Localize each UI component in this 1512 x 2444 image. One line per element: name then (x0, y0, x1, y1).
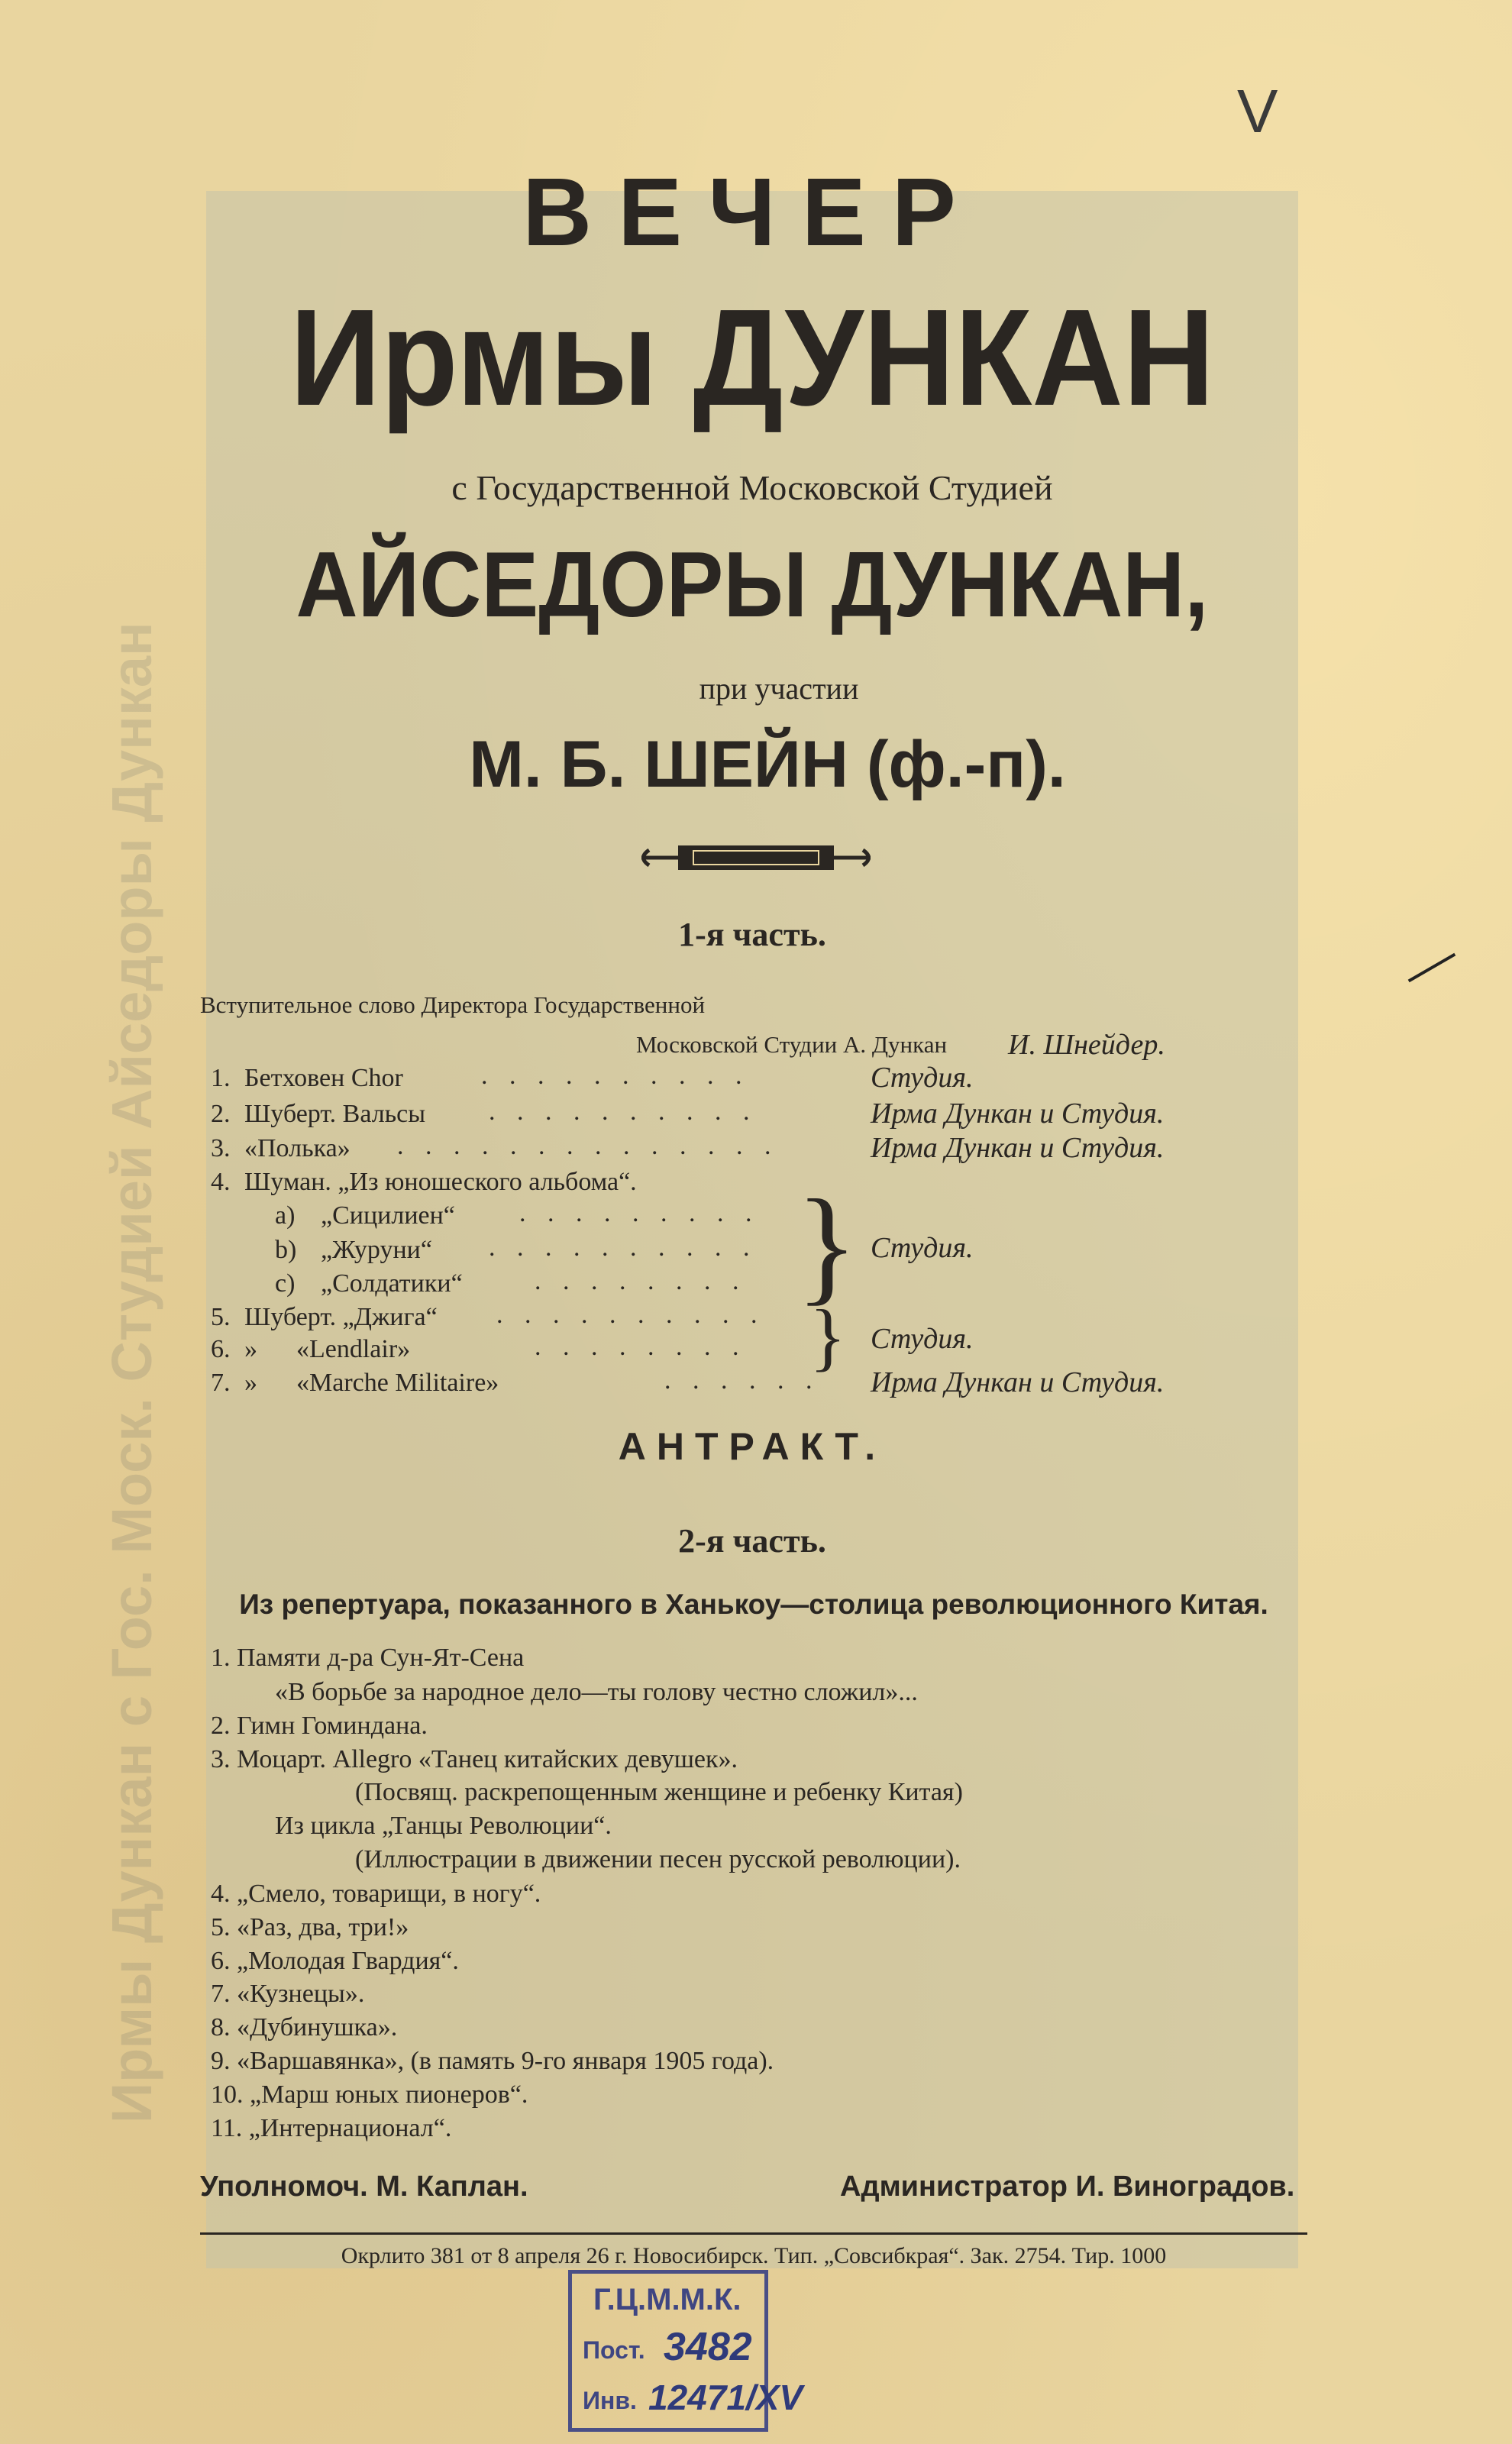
title-isadora-duncan: АЙСЕДОРЫ ДУНКАН, (296, 532, 1209, 636)
leader-dots: . . . . . . . . (535, 1267, 747, 1295)
stamp-title: Г.Ц.М.М.К. (593, 2283, 741, 2316)
leader-dots: . . . . . . . . . (519, 1199, 760, 1227)
leader-dots: . . . . . . . . (535, 1333, 747, 1361)
stamp-post-label: Пост. (583, 2336, 645, 2364)
p1-subitem-work: „Солдатики“ (321, 1269, 463, 1298)
museum-stamp (568, 2270, 803, 2432)
p1-item-work: Шуберт. „Джига“ (244, 1303, 438, 1331)
part2-repertoire: Из репертуара, показанного в Ханькоу—столица революционного Китая. (239, 1589, 1268, 1620)
p2-line: 8. «Дубинушка». (211, 2013, 398, 2042)
p1-item-num: 6. (211, 1335, 231, 1363)
intermission: АНТРАКТ. (618, 1425, 887, 1468)
p1-item-num: 2. (211, 1100, 231, 1128)
part2-title: 2-я часть. (678, 1522, 826, 1560)
check-mark: V (1237, 77, 1278, 145)
p2-line: 7. «Кузнецы». (211, 1980, 365, 2008)
p1-item-work: Бетховен Chor (244, 1064, 403, 1092)
leader-dots: . . . . . . . . . . (481, 1062, 750, 1090)
ornament-divider (634, 836, 878, 879)
title-irma-duncan: Ирмы ДУНКАН (289, 281, 1215, 435)
leader-dots: . . . . . . . . . . (496, 1301, 765, 1329)
subtitle-studio: с Государственной Московской Студией (451, 468, 1053, 507)
p1-item-num: 1. (211, 1064, 231, 1092)
p1-item-work: Шуман. „Из юношеского альбома“. (244, 1168, 637, 1196)
leader-dots: . . . . . . . . . . (489, 1098, 758, 1126)
leader-dots: . . . . . . . . . . (489, 1233, 758, 1262)
leader-dots: . . . . . . (664, 1366, 820, 1395)
p1-item-performer: Ирма Дункан и Студия. (871, 1366, 1165, 1398)
signature-left: Уполномоч. М. Каплан. (200, 2171, 528, 2203)
p1-item-performer: Ирма Дункан и Студия. (871, 1132, 1165, 1164)
p1-item-num: 7. (211, 1369, 231, 1397)
signature-right: Администратор И. Виноградов. (840, 2171, 1295, 2203)
p1-item-work: Шуберт. Вальсы (244, 1100, 426, 1128)
intro-speaker: И. Шнейдер. (1008, 1029, 1165, 1061)
p1-subitem-letter: a) (275, 1201, 296, 1230)
group4-performer: Студия. (871, 1232, 974, 1264)
p2-line: 2. Гимн Гоминдана. (211, 1712, 428, 1740)
p2-line: «В борьбе за народное дело—ты голову честно сложил»... (275, 1678, 918, 1706)
leader-dots: . . . . . . . . . . . . . . (397, 1132, 779, 1160)
bleed-through-text: Ирмы Дункан с Гос. Моск. Студией Айседоры Дункан (100, 622, 163, 2123)
p2-line: 5. «Раз, два, три!» (211, 1913, 409, 1941)
group56-performer: Студия. (871, 1323, 974, 1355)
p2-line: 4. „Смело, товарищи, в ногу“. (211, 1880, 541, 1908)
p1-item-work: » «Marche Militaire» (244, 1369, 499, 1397)
p1-item-num: 3. (211, 1134, 231, 1162)
p1-subitem-work: „Журуни“ (321, 1236, 432, 1264)
stamp-post-value: 3482 (664, 2325, 752, 2369)
title-evening: ВЕЧЕР (522, 158, 982, 266)
brace-bracket: } (809, 1294, 846, 1379)
p2-line: Из цикла „Танцы Революции“. (275, 1812, 612, 1840)
p1-item-work: » «Lendlair» (244, 1335, 411, 1363)
p1-item-performer: Студия. (871, 1062, 974, 1094)
p1-subitem-letter: b) (275, 1236, 297, 1264)
p2-line: 10. „Марш юных пионеров“. (211, 2080, 528, 2109)
participation-label: при участии (699, 671, 859, 706)
p1-item-performer: Ирма Дункан и Студия. (871, 1098, 1165, 1130)
part1-title: 1-я часть. (678, 916, 826, 953)
p2-line: (Иллюстрации в движении песен русской революции). (355, 1845, 961, 1873)
p2-line: 3. Моцарт. Allegro «Танец китайских девушек». (211, 1745, 738, 1773)
intro-line-1: Вступительное слово Директора Государственной (200, 991, 706, 1018)
p2-line: 6. „Молодая Гвардия“. (211, 1947, 459, 1975)
p1-subitem-work: „Сицилиен“ (321, 1201, 455, 1230)
pianist-name: М. Б. ШЕЙН (ф.-п). (469, 728, 1066, 801)
brace-bracket: } (796, 1173, 858, 1317)
imprint-line: Окрлито 381 от 8 апреля 26 г. Новосибирск. Тип. „Совсибкрая“. Зак. 2754. Тир. 1000 (341, 2243, 1167, 2268)
p2-line: 1. Памяти д-ра Сун-Ят-Сена (211, 1644, 525, 1672)
p1-item-num: 4. (211, 1168, 231, 1196)
stamp-inv-value: 12471/XV (648, 2378, 803, 2417)
p1-item-num: 5. (211, 1303, 231, 1331)
p2-line: 11. „Интернационал“. (211, 2114, 452, 2142)
p2-line: 9. «Варшавянка», (в память 9-го января 1905 года). (211, 2047, 774, 2075)
p1-subitem-letter: c) (275, 1269, 296, 1298)
footer-rule (200, 2232, 1307, 2235)
intro-line-2: Московской Студии А. Дункан (636, 1031, 948, 1058)
p2-line: (Посвящ. раскрепощенным женщине и ребенку Китая) (355, 1778, 963, 1806)
stamp-inv-label: Инв. (583, 2387, 637, 2414)
p1-item-work: «Полька» (244, 1134, 351, 1162)
